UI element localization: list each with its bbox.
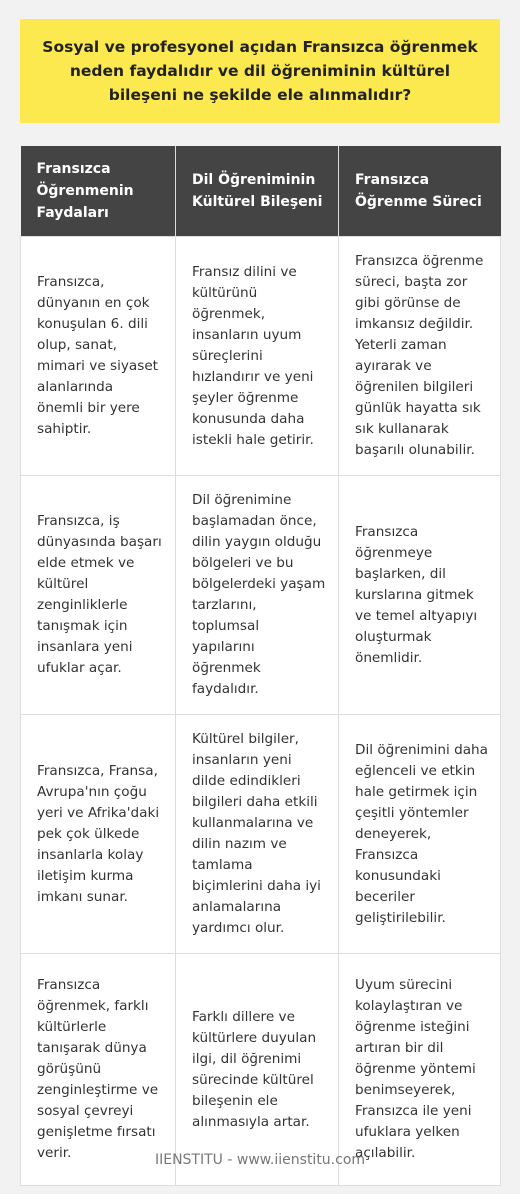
table-cell: Fransızca öğrenme süreci, başta zor gibi görünse de imkansız değildir. Yeterli zaman ayırarak ve öğrenilen bilgileri günlük hayatta sık sık kullanarak başarılı olunabilir. (339, 237, 501, 476)
table-cell: Fransızca, iş dünyasında başarı elde etmek ve kültürel zenginliklerle tanışmak için insanlara yeni ufuklar açar. (21, 476, 176, 715)
table-cell: Fransızca öğrenmeye başlarken, dil kurslarına gitmek ve temel altyapıyı oluşturmak önemlidir. (339, 476, 501, 715)
header-row (21, 146, 501, 237)
table-row (21, 237, 501, 476)
table-cell: Kültürel bilgiler, insanların yeni dilde edindikleri bilgileri daha etkili kullanmalarına ve dilin nazım ve tamlama biçimlerini daha iyi anlamalarına yardımcı olur. (176, 715, 339, 954)
column-header-benefits: Fransızca Öğrenmenin Faydaları (21, 146, 176, 237)
page-title: Sosyal ve profesyonel açıdan Fransızca öğrenmek neden faydalıdır ve dil öğreniminin kültürel bileşeni ne şekilde ele alınmalıdır? (42, 38, 478, 104)
table-row (21, 476, 501, 715)
table-cell: Fransızca, Fransa, Avrupa'nın çoğu yeri ve Afrika'daki pek çok ülkede insanlarla kolay iletişim kurma imkanı sunar. (21, 715, 176, 954)
table-cell: Dil öğrenimine başlamadan önce, dilin yaygın olduğu bölgeleri ve bu bölgelerdeki yaşam tarzlarını, toplumsal yapılarını öğrenmek faydalıdır. (176, 476, 339, 715)
table-cell: Fransızca öğrenmek, farklı kültürlerle tanışarak dünya görüşünü zenginleştirme ve sosyal çevreyi genişletme fırsatı verir. (21, 954, 176, 1186)
table-cell: Dil öğrenimini daha eğlenceli ve etkin hale getirmek için çeşitli yöntemler deneyerek, Fransızca konusundaki beceriler geliştirilebilir. (339, 715, 501, 954)
title-banner (20, 19, 500, 123)
column-header-cultural-component: Dil Öğreniminin Kültürel Bileşeni (176, 146, 339, 237)
table-row (21, 954, 501, 1186)
column-header-learning-process: Fransızca Öğrenme Süreci (339, 146, 501, 237)
table-cell: Uyum sürecini kolaylaştıran ve öğrenme isteğini artıran bir dil öğrenme yöntemi benimseyerek, Fransızca ile yeni ufuklara yelken açılabilir. (339, 954, 501, 1186)
table-cell: Fransızca, dünyanın en çok konuşulan 6. dili olup, sanat, mimari ve siyaset alanlarında önemli bir yere sahiptir. (21, 237, 176, 476)
footer-credit: IIENSTITU - www.iienstitu.com (154, 1152, 366, 1168)
table-cell: Farklı dillere ve kültürlere duyulan ilgi, dil öğrenimi sürecinde kültürel bileşenin ele alınmasıyla artar. (176, 954, 339, 1186)
table-header (21, 146, 501, 237)
table-cell: Fransız dilini ve kültürünü öğrenmek, insanların uyum süreçlerini hızlandırır ve yeni şeyler öğrenme konusunda daha istekli hale getirir. (176, 237, 339, 476)
table-body (21, 237, 501, 1186)
table-row (21, 715, 501, 954)
comparison-table (20, 146, 501, 1186)
